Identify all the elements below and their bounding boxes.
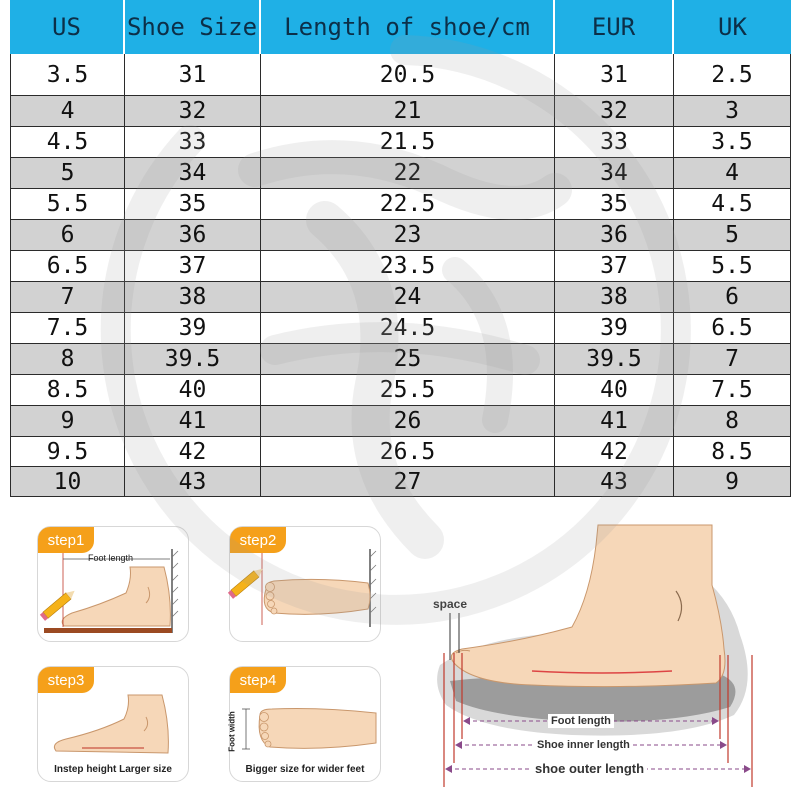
cell-length-cm: 23	[261, 220, 555, 251]
cell-shoe-size: 37	[125, 251, 261, 282]
header-eur: EUR	[555, 0, 674, 54]
cell-length-cm: 22	[261, 158, 555, 189]
shoe-foot-illustration	[422, 525, 792, 795]
cell-shoe-size: 36	[125, 220, 261, 251]
step1-foot-length-label: Foot length	[88, 553, 134, 563]
cell-shoe-size: 39	[125, 313, 261, 344]
cell-us: 6	[10, 220, 125, 251]
cell-us: 8.5	[10, 375, 125, 406]
table-row	[10, 282, 791, 313]
cell-eur: 40	[555, 375, 674, 406]
cell-uk: 4.5	[674, 189, 791, 220]
cell-eur: 42	[555, 437, 674, 467]
cell-shoe-size: 34	[125, 158, 261, 189]
cell-shoe-size: 41	[125, 406, 261, 437]
shoe-outer-length-label: shoe outer length	[532, 762, 647, 776]
step2-panel	[229, 526, 381, 642]
cell-us: 9.5	[10, 437, 125, 467]
cell-us: 7.5	[10, 313, 125, 344]
cell-shoe-size: 32	[125, 96, 261, 127]
cell-us: 5.5	[10, 189, 125, 220]
cell-eur: 36	[555, 220, 674, 251]
cell-eur: 34	[555, 158, 674, 189]
cell-eur: 32	[555, 96, 674, 127]
table-row	[10, 220, 791, 251]
cell-length-cm: 25.5	[261, 375, 555, 406]
cell-uk: 5.5	[674, 251, 791, 282]
cell-uk: 3.5	[674, 127, 791, 158]
cell-us: 8	[10, 344, 125, 375]
cell-shoe-size: 40	[125, 375, 261, 406]
cell-shoe-size: 39.5	[125, 344, 261, 375]
cell-length-cm: 27	[261, 467, 555, 497]
foot-length-label: Foot length	[548, 714, 614, 728]
cell-us: 6.5	[10, 251, 125, 282]
step1-panel	[37, 526, 189, 642]
cell-length-cm: 26	[261, 406, 555, 437]
table-row	[10, 406, 791, 437]
cell-length-cm: 23.5	[261, 251, 555, 282]
cell-shoe-size: 38	[125, 282, 261, 313]
cell-uk: 6	[674, 282, 791, 313]
size-table	[10, 0, 791, 497]
table-row	[10, 158, 791, 189]
cell-uk: 6.5	[674, 313, 791, 344]
cell-uk: 3	[674, 96, 791, 127]
cell-us: 4.5	[10, 127, 125, 158]
cell-eur: 41	[555, 406, 674, 437]
shoe-diagram	[422, 525, 792, 795]
cell-eur: 37	[555, 251, 674, 282]
step3-panel	[37, 666, 189, 782]
cell-us: 9	[10, 406, 125, 437]
cell-uk: 7.5	[674, 375, 791, 406]
cell-uk: 8.5	[674, 437, 791, 467]
header-length-cm: Length of shoe/cm	[261, 0, 555, 54]
cell-length-cm: 22.5	[261, 189, 555, 220]
table-row	[10, 127, 791, 158]
cell-us: 7	[10, 282, 125, 313]
cell-length-cm: 21	[261, 96, 555, 127]
table-row	[10, 189, 791, 220]
cell-shoe-size: 33	[125, 127, 261, 158]
step3-badge: step3	[38, 667, 94, 693]
cell-length-cm: 24.5	[261, 313, 555, 344]
cell-eur: 39	[555, 313, 674, 344]
table-row	[10, 467, 791, 497]
cell-uk: 5	[674, 220, 791, 251]
step4-panel	[229, 666, 381, 782]
table-row	[10, 313, 791, 344]
cell-uk: 4	[674, 158, 791, 189]
step3-caption: Instep height Larger size	[54, 764, 172, 775]
step2-badge: step2	[230, 527, 286, 553]
cell-eur: 38	[555, 282, 674, 313]
cell-uk: 2.5	[674, 54, 791, 96]
cell-uk: 9	[674, 467, 791, 497]
header-us: US	[10, 0, 125, 54]
cell-length-cm: 26.5	[261, 437, 555, 467]
cell-length-cm: 24	[261, 282, 555, 313]
header-uk: UK	[674, 0, 791, 54]
cell-length-cm: 25	[261, 344, 555, 375]
step1-badge: step1	[38, 527, 94, 553]
table-row	[10, 344, 791, 375]
cell-shoe-size: 43	[125, 467, 261, 497]
table-row	[10, 251, 791, 282]
cell-us: 10	[10, 467, 125, 497]
cell-eur: 39.5	[555, 344, 674, 375]
cell-us: 3.5	[10, 54, 125, 96]
cell-us: 4	[10, 96, 125, 127]
shoe-inner-length-label: Shoe inner length	[534, 738, 633, 752]
cell-length-cm: 21.5	[261, 127, 555, 158]
cell-shoe-size: 42	[125, 437, 261, 467]
table-row	[10, 54, 791, 96]
cell-shoe-size: 35	[125, 189, 261, 220]
cell-eur: 35	[555, 189, 674, 220]
cell-shoe-size: 31	[125, 54, 261, 96]
cell-uk: 8	[674, 406, 791, 437]
cell-length-cm: 20.5	[261, 54, 555, 96]
table-row	[10, 375, 791, 406]
cell-eur: 31	[555, 54, 674, 96]
step4-caption: Bigger size for wider feet	[245, 764, 365, 775]
cell-eur: 33	[555, 127, 674, 158]
header-shoe-size: Shoe Size	[125, 0, 261, 54]
step4-badge: step4	[230, 667, 286, 693]
table-row	[10, 96, 791, 127]
cell-uk: 7	[674, 344, 791, 375]
table-header-row	[10, 0, 791, 54]
table-row	[10, 437, 791, 467]
cell-us: 5	[10, 158, 125, 189]
step4-foot-width-label: Foot width	[227, 711, 237, 752]
space-label: space	[433, 597, 468, 611]
cell-eur: 43	[555, 467, 674, 497]
